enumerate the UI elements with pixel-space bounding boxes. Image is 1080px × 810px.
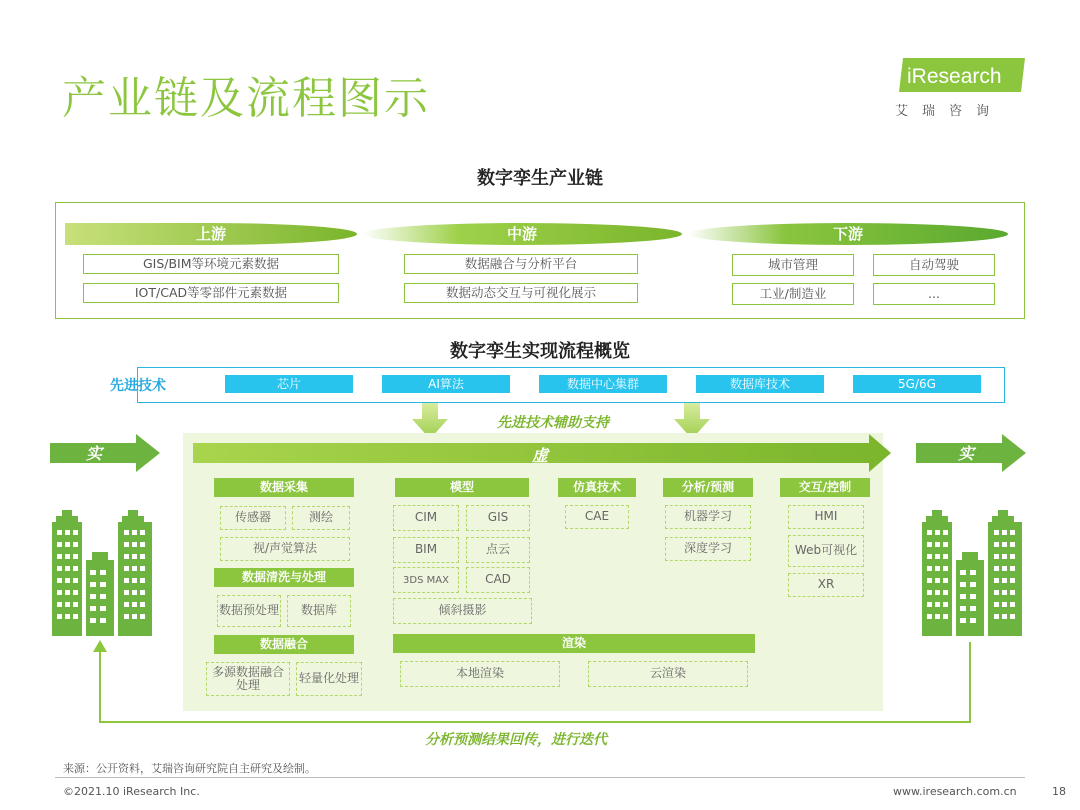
group-header-clean: 数据清洗与处理	[214, 568, 354, 587]
group-item: XR	[788, 573, 864, 597]
group-header-fuse: 数据融合	[214, 635, 354, 654]
upstream-item: GIS/BIM等环境元素数据	[83, 254, 339, 274]
page-title: 产业链及流程图示	[62, 73, 430, 124]
downstream-item: 自动驾驶	[873, 254, 995, 276]
group-item: 多源数据融合处理	[206, 662, 290, 696]
upstream-item: IOT/CAD等零部件元素数据	[83, 283, 339, 303]
tech-support-label: 先进技术辅助支持	[497, 415, 609, 431]
tech-item: 数据中心集群	[539, 375, 667, 393]
group-item: 倾斜摄影	[393, 598, 532, 624]
group-header-analysis: 分析/预测	[663, 478, 753, 497]
group-item: 视/声觉算法	[220, 537, 350, 561]
tech-item: 5G/6G	[853, 375, 981, 393]
logo-subtitle: 艾瑞咨询	[895, 104, 1004, 119]
midstream-item: 数据融合与分析平台	[404, 254, 638, 274]
group-item: 点云	[466, 537, 530, 563]
group-item: 数据预处理	[217, 595, 281, 627]
real-label-left: 实	[86, 444, 103, 463]
real-arrow-left	[50, 434, 160, 472]
group-item: 轻量化处理	[296, 662, 362, 696]
tech-item: AI算法	[382, 375, 510, 393]
downstream-item: 城市管理	[732, 254, 854, 276]
city-buildings-icon	[48, 508, 156, 636]
source-note: 来源：公开资料，艾瑞咨询研究院自主研究及绘制。	[63, 762, 316, 775]
stage-upstream: 上游	[65, 223, 357, 245]
group-item: Web可视化	[788, 535, 864, 567]
group-header-render: 渲染	[393, 634, 755, 653]
feedback-label: 分析预测结果回传，进行迭代	[425, 732, 607, 748]
group-item: CAE	[565, 505, 629, 529]
group-item: BIM	[393, 537, 459, 563]
real-label-right: 实	[958, 444, 975, 463]
downstream-item: 工业/制造业	[732, 283, 854, 305]
chain-title: 数字孪生产业链	[477, 168, 603, 189]
copyright: ©2021.10 iResearch Inc.	[63, 785, 200, 798]
group-header-sim: 仿真技术	[558, 478, 636, 497]
flow-title: 数字孪生实现流程概览	[450, 341, 630, 362]
group-item: 云渲染	[588, 661, 748, 687]
group-item: CAD	[466, 567, 530, 593]
group-item: 传感器	[220, 506, 286, 530]
city-buildings-icon	[918, 508, 1026, 636]
downstream-item: ...	[873, 283, 995, 305]
group-item: 深度学习	[665, 537, 751, 561]
stage-midstream: 中游	[362, 223, 682, 245]
tech-item: 芯片	[225, 375, 353, 393]
group-item: GIS	[466, 505, 530, 531]
midstream-item: 数据动态交互与可视化展示	[404, 283, 638, 303]
group-header-interact: 交互/控制	[780, 478, 870, 497]
site-link[interactable]: www.iresearch.com.cn	[893, 785, 1017, 798]
group-header-collect: 数据采集	[214, 478, 354, 497]
feedback-loop-arrow	[90, 638, 980, 728]
tech-label: 先进技术	[110, 378, 166, 394]
page-number: 18	[1052, 785, 1066, 798]
tech-item: 数据库技术	[696, 375, 824, 393]
group-item: 机器学习	[665, 505, 751, 529]
iresearch-logo	[895, 58, 1025, 92]
group-item: 测绘	[292, 506, 350, 530]
group-item: HMI	[788, 505, 864, 529]
group-item: CIM	[393, 505, 459, 531]
logo-brand: iResearch	[907, 65, 1002, 88]
group-item: 数据库	[287, 595, 351, 627]
group-item: 3DS MAX	[393, 567, 459, 593]
virtual-label: 虚	[531, 446, 548, 465]
group-header-model: 模型	[395, 478, 529, 497]
footer-divider	[55, 777, 1025, 778]
stage-downstream: 下游	[688, 223, 1008, 245]
group-item: 本地渲染	[400, 661, 560, 687]
